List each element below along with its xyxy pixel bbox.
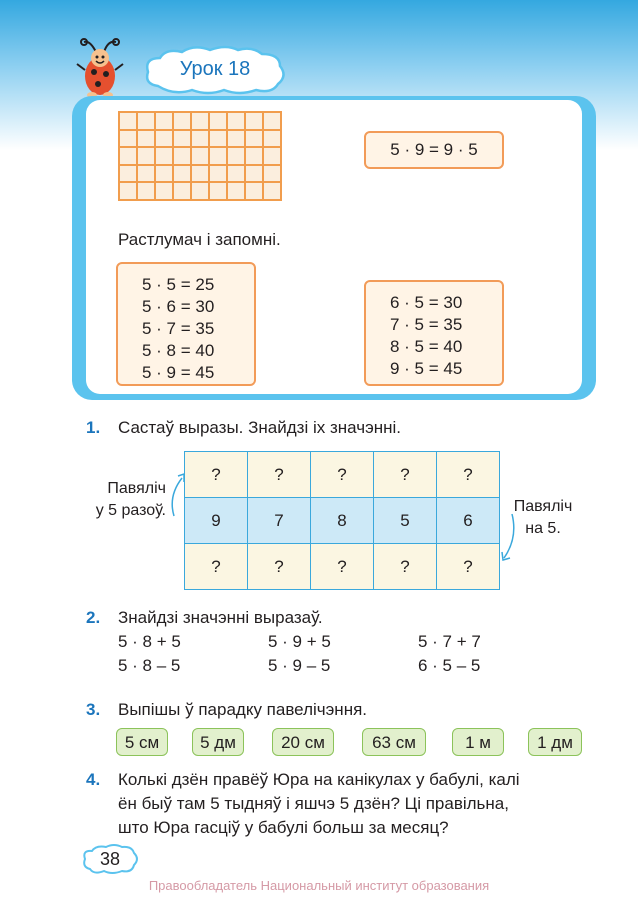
equation: 9 · 5 = 45 <box>390 359 463 378</box>
equation: 7 · 5 = 35 <box>390 315 463 334</box>
equation: 8 · 5 = 40 <box>390 337 463 356</box>
task-number: 3. <box>86 700 101 719</box>
table-cell: ? <box>437 452 500 498</box>
table-cell: ? <box>185 544 248 590</box>
expression: 5 · 8 + 5 <box>118 632 181 651</box>
expression: 5 · 9 + 5 <box>268 632 331 651</box>
expression: 6 · 5 – 5 <box>418 656 481 675</box>
task-text: Знайдзі значэнні выразаў. <box>118 608 323 627</box>
equation: 5 · 7 = 35 <box>142 319 215 338</box>
equation: 5 · 5 = 25 <box>142 275 215 294</box>
task-number: 1. <box>86 418 101 437</box>
table-cell: 5 <box>374 498 437 544</box>
unit-card: 63 см <box>362 728 426 756</box>
unit-card: 5 дм <box>192 728 244 756</box>
expression: 5 · 8 – 5 <box>118 656 181 675</box>
equation: 5 · 9 = 45 <box>142 363 215 382</box>
right-equations-box <box>364 280 504 386</box>
page-number: 38 <box>99 849 121 869</box>
table-cell: ? <box>248 544 311 590</box>
task1-table <box>184 451 500 590</box>
task-text: Састаў выразы. Знайдзі іх значэнні. <box>118 418 402 437</box>
footer-copyright: Правообладатель Национальный институт образования <box>148 878 490 893</box>
task-text: Выпішы ў парадку павелічэння. <box>118 700 368 719</box>
equation: 5 · 8 = 40 <box>142 341 215 360</box>
table-cell: 9 <box>185 498 248 544</box>
task-line: ён быў там 5 тыдняў і яшчэ 5 дзён? Ці правільна, <box>118 794 509 813</box>
table-cell: 8 <box>311 498 374 544</box>
unit-card: 1 дм <box>528 728 582 756</box>
task-line: што Юра гасціў у бабулі больш за месяц? <box>118 818 449 837</box>
right-side-label: Павяліч на 5. <box>513 498 573 537</box>
table-cell: ? <box>437 544 500 590</box>
equation: 6 · 5 = 30 <box>390 293 463 312</box>
table-cell: ? <box>311 544 374 590</box>
ladybug-icon <box>74 38 126 100</box>
expression: 5 · 9 – 5 <box>268 656 331 675</box>
left-equations-box <box>116 262 256 386</box>
task-number: 4. <box>86 770 101 789</box>
table-cell: ? <box>248 452 311 498</box>
lesson-title: Урок 18 <box>179 58 251 80</box>
left-side-label: Павяліч у 5 разоў. <box>95 480 166 519</box>
table-cell: ? <box>185 452 248 498</box>
expression: 5 · 7 + 7 <box>418 632 481 651</box>
commutative-equation: 5 · 9 = 9 · 5 <box>364 131 504 169</box>
table-cell: ? <box>374 452 437 498</box>
task-number: 2. <box>86 608 101 627</box>
equation: 5 · 6 = 30 <box>142 297 215 316</box>
rule-instruction: Растлумач і запомні. <box>118 230 281 249</box>
table-cell: 6 <box>437 498 500 544</box>
unit-card: 1 м <box>452 728 504 756</box>
table-cell: 7 <box>248 498 311 544</box>
table-cell: ? <box>374 544 437 590</box>
task-line: Колькі дзён правёў Юра на канікулах у бабулі, калі <box>118 770 520 789</box>
unit-card: 5 см <box>116 728 168 756</box>
multiplication-grid <box>118 111 282 201</box>
unit-card: 20 см <box>272 728 334 756</box>
table-cell: ? <box>311 452 374 498</box>
